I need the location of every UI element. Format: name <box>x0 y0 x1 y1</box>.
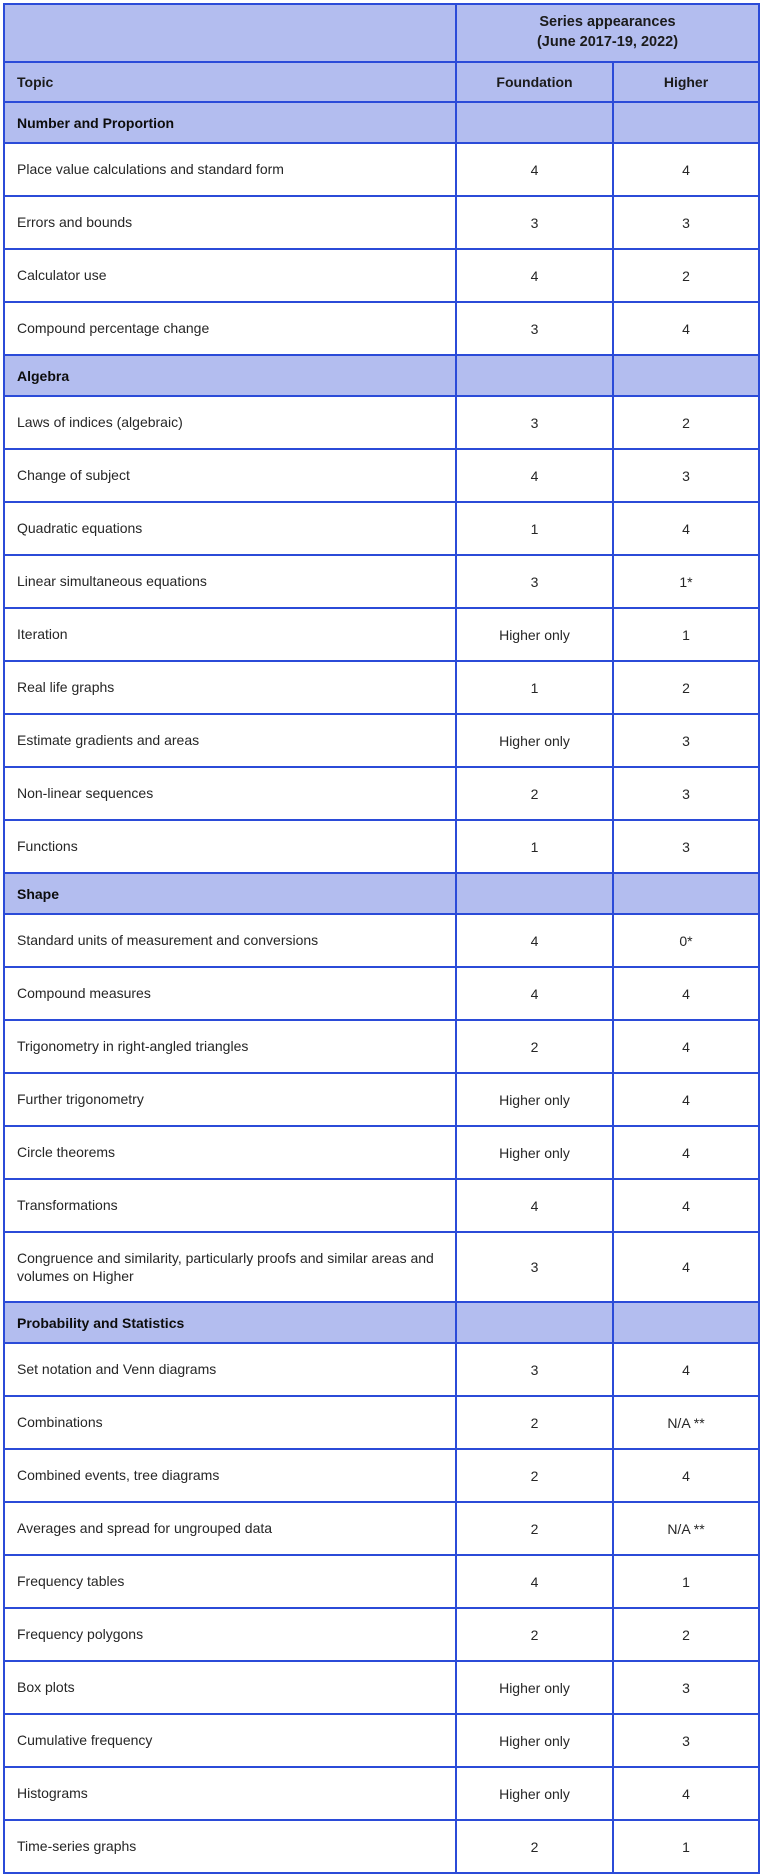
foundation-value: 2 <box>456 1608 613 1661</box>
table-body <box>4 102 759 1873</box>
higher-value <box>613 102 759 143</box>
table-row <box>4 1714 759 1767</box>
foundation-value: Higher only <box>456 608 613 661</box>
topic-label: Frequency tables <box>4 1555 456 1608</box>
topic-label: Set notation and Venn diagrams <box>4 1343 456 1396</box>
higher-value: 4 <box>613 1073 759 1126</box>
foundation-value: 4 <box>456 914 613 967</box>
table-row <box>4 967 759 1020</box>
topic-label: Combined events, tree diagrams <box>4 1449 456 1502</box>
column-header-topic: Topic <box>4 62 456 102</box>
topic-label: Circle theorems <box>4 1126 456 1179</box>
foundation-value <box>456 873 613 914</box>
foundation-value: 4 <box>456 1179 613 1232</box>
higher-value: 2 <box>613 396 759 449</box>
higher-value: 1 <box>613 608 759 661</box>
table-row <box>4 661 759 714</box>
table-row <box>4 820 759 873</box>
foundation-value: 2 <box>456 1820 613 1873</box>
topic-label: Averages and spread for ungrouped data <box>4 1502 456 1555</box>
foundation-value: Higher only <box>456 1714 613 1767</box>
table-row <box>4 1073 759 1126</box>
foundation-value: 3 <box>456 396 613 449</box>
topic-label: Transformations <box>4 1179 456 1232</box>
higher-value: 2 <box>613 249 759 302</box>
topic-label: Compound measures <box>4 967 456 1020</box>
series-title-line-2: (June 2017-19, 2022) <box>536 34 679 50</box>
higher-value: 1 <box>613 1555 759 1608</box>
higher-value: 4 <box>613 502 759 555</box>
header-blank-cell <box>4 4 456 62</box>
table-row <box>4 302 759 355</box>
table-row <box>4 1449 759 1502</box>
topic-label: Errors and bounds <box>4 196 456 249</box>
topic-label: Frequency polygons <box>4 1608 456 1661</box>
topic-label: Standard units of measurement and conversions <box>4 914 456 967</box>
column-header-foundation: Foundation <box>456 62 613 102</box>
foundation-value: 4 <box>456 1555 613 1608</box>
column-header-higher: Higher <box>613 62 759 102</box>
topic-label: Quadratic equations <box>4 502 456 555</box>
table-row <box>4 502 759 555</box>
table-row <box>4 1396 759 1449</box>
table-row <box>4 1126 759 1179</box>
section-label: Algebra <box>4 355 456 396</box>
higher-value: 3 <box>613 449 759 502</box>
foundation-value: 2 <box>456 1020 613 1073</box>
section-label: Shape <box>4 873 456 914</box>
topic-label: Congruence and similarity, particularly proofs and similar areas and volumes on Higher <box>4 1232 456 1302</box>
higher-value: 3 <box>613 1661 759 1714</box>
topic-label: Time-series graphs <box>4 1820 456 1873</box>
foundation-value: 4 <box>456 249 613 302</box>
foundation-value: 4 <box>456 143 613 196</box>
topic-label: Place value calculations and standard form <box>4 143 456 196</box>
table-row <box>4 914 759 967</box>
topic-label: Functions <box>4 820 456 873</box>
higher-value <box>613 355 759 396</box>
higher-value: 1 <box>613 1820 759 1873</box>
table-row <box>4 1661 759 1714</box>
higher-value: 2 <box>613 1608 759 1661</box>
table-header <box>4 4 759 102</box>
foundation-value: 2 <box>456 1502 613 1555</box>
table-section-row <box>4 1302 759 1343</box>
foundation-value: Higher only <box>456 1767 613 1820</box>
higher-value: N/A ** <box>613 1396 759 1449</box>
foundation-value: 3 <box>456 196 613 249</box>
topic-label: Non-linear sequences <box>4 767 456 820</box>
higher-value: 3 <box>613 196 759 249</box>
foundation-value: 4 <box>456 449 613 502</box>
foundation-value: 1 <box>456 820 613 873</box>
topic-label: Laws of indices (algebraic) <box>4 396 456 449</box>
higher-value: 3 <box>613 767 759 820</box>
table-row <box>4 767 759 820</box>
table-row <box>4 249 759 302</box>
foundation-value <box>456 355 613 396</box>
foundation-value: 1 <box>456 661 613 714</box>
section-label: Probability and Statistics <box>4 1302 456 1343</box>
higher-value: 1* <box>613 555 759 608</box>
topic-label: Iteration <box>4 608 456 661</box>
foundation-value: Higher only <box>456 1126 613 1179</box>
topic-label: Compound percentage change <box>4 302 456 355</box>
series-appearances-table-container <box>3 3 758 1874</box>
foundation-value: 3 <box>456 302 613 355</box>
foundation-value <box>456 102 613 143</box>
foundation-value: 3 <box>456 1232 613 1302</box>
section-label: Number and Proportion <box>4 102 456 143</box>
higher-value: 4 <box>613 1767 759 1820</box>
higher-value: 4 <box>613 302 759 355</box>
topic-label: Box plots <box>4 1661 456 1714</box>
topic-label: Trigonometry in right-angled triangles <box>4 1020 456 1073</box>
topic-label: Linear simultaneous equations <box>4 555 456 608</box>
table-row <box>4 1343 759 1396</box>
table-row <box>4 1232 759 1302</box>
table-row <box>4 1767 759 1820</box>
table-row <box>4 1179 759 1232</box>
table-section-row <box>4 102 759 143</box>
foundation-value: 3 <box>456 1343 613 1396</box>
topic-label: Further trigonometry <box>4 1073 456 1126</box>
foundation-value: 2 <box>456 1449 613 1502</box>
topic-label: Combinations <box>4 1396 456 1449</box>
higher-value: N/A ** <box>613 1502 759 1555</box>
topic-label: Cumulative frequency <box>4 1714 456 1767</box>
higher-value: 3 <box>613 1714 759 1767</box>
foundation-value: Higher only <box>456 714 613 767</box>
higher-value: 4 <box>613 1449 759 1502</box>
higher-value <box>613 1302 759 1343</box>
table-row <box>4 608 759 661</box>
topic-label: Change of subject <box>4 449 456 502</box>
topic-label: Real life graphs <box>4 661 456 714</box>
higher-value: 3 <box>613 714 759 767</box>
foundation-value: 2 <box>456 767 613 820</box>
table-section-row <box>4 355 759 396</box>
table-row <box>4 1502 759 1555</box>
table-row <box>4 196 759 249</box>
higher-value: 4 <box>613 1126 759 1179</box>
table-row <box>4 449 759 502</box>
foundation-value: 1 <box>456 502 613 555</box>
series-appearances-table <box>3 3 760 1874</box>
higher-value: 4 <box>613 1232 759 1302</box>
higher-value: 0* <box>613 914 759 967</box>
higher-value: 3 <box>613 820 759 873</box>
table-row <box>4 1608 759 1661</box>
topic-label: Estimate gradients and areas <box>4 714 456 767</box>
foundation-value: 4 <box>456 967 613 1020</box>
higher-value: 4 <box>613 143 759 196</box>
table-row <box>4 714 759 767</box>
table-row <box>4 555 759 608</box>
table-row <box>4 1020 759 1073</box>
foundation-value: 2 <box>456 1396 613 1449</box>
higher-value: 4 <box>613 1020 759 1073</box>
table-row <box>4 143 759 196</box>
higher-value: 2 <box>613 661 759 714</box>
higher-value <box>613 873 759 914</box>
header-row-group <box>4 4 759 62</box>
foundation-value: Higher only <box>456 1661 613 1714</box>
foundation-value: Higher only <box>456 1073 613 1126</box>
topic-label: Histograms <box>4 1767 456 1820</box>
header-series-appearances <box>456 4 759 62</box>
foundation-value: 3 <box>456 555 613 608</box>
header-row-columns <box>4 62 759 102</box>
foundation-value <box>456 1302 613 1343</box>
table-row <box>4 1555 759 1608</box>
table-row <box>4 396 759 449</box>
table-row <box>4 1820 759 1873</box>
higher-value: 4 <box>613 1179 759 1232</box>
higher-value: 4 <box>613 1343 759 1396</box>
topic-label: Calculator use <box>4 249 456 302</box>
higher-value: 4 <box>613 967 759 1020</box>
series-title-line-1: Series appearances <box>539 14 676 31</box>
table-section-row <box>4 873 759 914</box>
